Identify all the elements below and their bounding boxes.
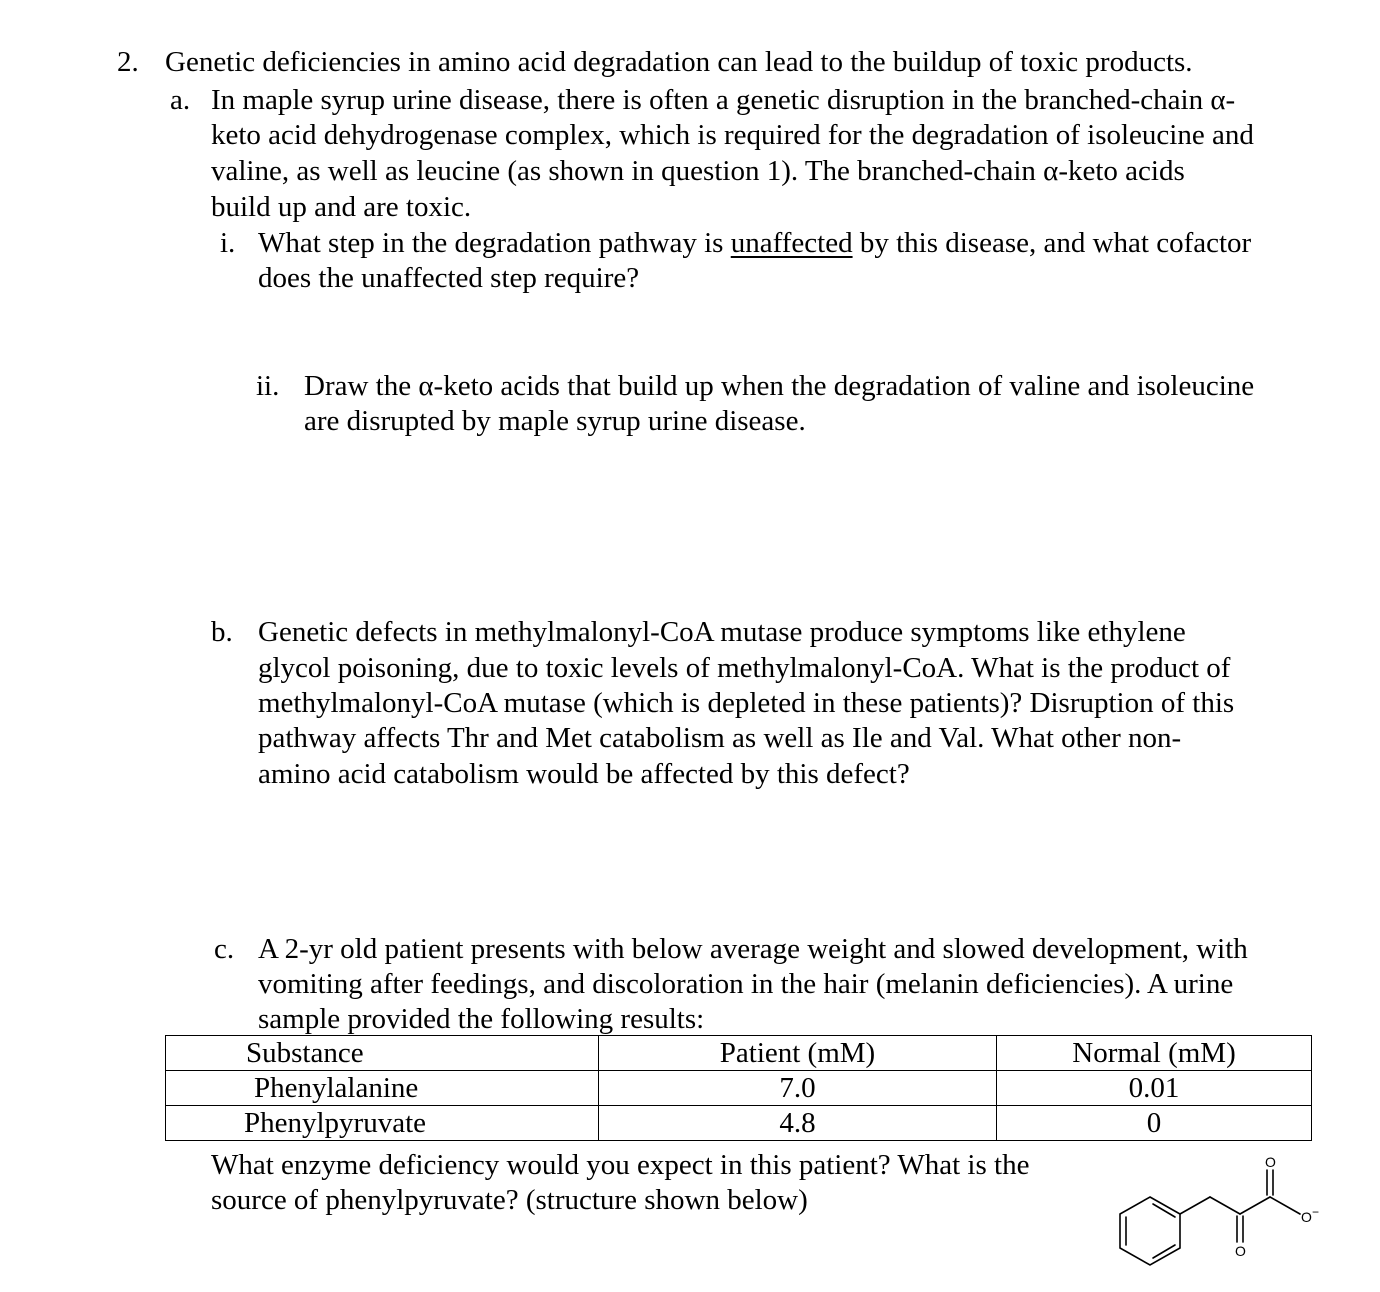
benzene-ring [1120, 1197, 1180, 1265]
part-a-ii-line-1: Draw the α-keto acids that build up when the degradation of valine and isoleucine [304, 370, 1255, 402]
cell-patient: 7.0 [599, 1071, 997, 1106]
ch2-bond [1180, 1197, 1210, 1214]
phenylpyruvate-structure [1110, 1150, 1340, 1270]
part-c-followup-2: source of phenylpyruvate? (structure shown below) [211, 1184, 808, 1216]
part-a-ii-line-2: are disrupted by maple syrup urine disease. [304, 405, 806, 437]
part-a-line-3: valine, as well as leucine (as shown in question 1). The branched-chain α-keto acids [211, 155, 1185, 187]
part-c-line-1: A 2-yr old patient presents with below average weight and slowed development, with [258, 933, 1248, 965]
part-b-line-3: methylmalonyl-CoA mutase (which is depleted in these patients)? Disruption of this [258, 687, 1235, 719]
table-row [166, 1106, 1312, 1141]
cell-normal: 0 [997, 1106, 1312, 1141]
part-b-line-4: pathway affects Thr and Met catabolism as well as Ile and Val. What other non- [258, 722, 1182, 754]
table-header-row [166, 1036, 1312, 1071]
part-a-i-text-pre: What step in the degradation pathway is [258, 227, 731, 259]
part-a-i-line-1 [258, 225, 1251, 261]
phenylpyruvate-bonds [1120, 1170, 1300, 1265]
part-a-ii-label: ii. [256, 370, 280, 402]
cell-patient: 4.8 [599, 1106, 997, 1141]
part-a-label: a. [170, 84, 191, 116]
part-b-label: b. [211, 616, 233, 648]
part-a-i-text-post: by this disease, and what cofactor [852, 227, 1252, 259]
part-a-line-4: build up and are toxic. [211, 191, 472, 223]
part-b-line-5: amino acid catabolism would be affected by this defect? [258, 758, 910, 790]
header-substance: Substance [166, 1036, 599, 1071]
part-b-line-1: Genetic defects in methylmalonyl-CoA mutase produce symptoms like ethylene [258, 616, 1186, 648]
ring-double-bond [1153, 1204, 1175, 1217]
ring-double-bond [1153, 1245, 1175, 1258]
part-c-followup-1: What enzyme deficiency would you expect in this patient? What is the [211, 1149, 1030, 1181]
table-row [166, 1071, 1312, 1106]
part-c-line-2: vomiting after feedings, and discoloration in the hair (melanin deficiencies). A urine [258, 968, 1234, 1000]
part-a-line-2: keto acid dehydrogenase complex, which is required for the degradation of isoleucine and [211, 119, 1254, 151]
carboxyl-carbon-bond [1240, 1197, 1270, 1214]
unaffected-underlined: unaffected [730, 227, 853, 259]
urine-results-table [165, 1035, 1312, 1141]
cell-normal: 0.01 [997, 1071, 1312, 1106]
part-b-line-2: glycol poisoning, due to toxic levels of methylmalonyl-CoA. What is the product of [258, 652, 1231, 684]
cell-substance: Phenylalanine [166, 1071, 599, 1106]
carboxyl-oxygen: O [1265, 1154, 1276, 1170]
cell-substance: Phenylpyruvate [166, 1106, 599, 1141]
part-a-i-line-2: does the unaffected step require? [258, 262, 640, 294]
question-number: 2. [117, 46, 139, 78]
question-title: Genetic deficiencies in amino acid degradation can lead to the buildup of toxic products. [165, 46, 1193, 78]
part-a-i-label: i. [220, 227, 236, 259]
part-a-line-1: In maple syrup urine disease, there is often a genetic disruption in the branched-chain α- [211, 84, 1236, 116]
ketone-carbon-bond [1210, 1197, 1240, 1214]
part-c-line-3: sample provided the following results: [258, 1003, 705, 1035]
ketone-oxygen: O [1235, 1243, 1246, 1259]
header-patient: Patient (mM) [599, 1036, 997, 1071]
header-normal: Normal (mM) [997, 1036, 1312, 1071]
negative-charge: − [1312, 1205, 1320, 1219]
carboxylate-o-bond [1270, 1197, 1300, 1214]
part-c-label: c. [214, 933, 235, 965]
carboxylate-oxygen: O [1301, 1209, 1312, 1225]
